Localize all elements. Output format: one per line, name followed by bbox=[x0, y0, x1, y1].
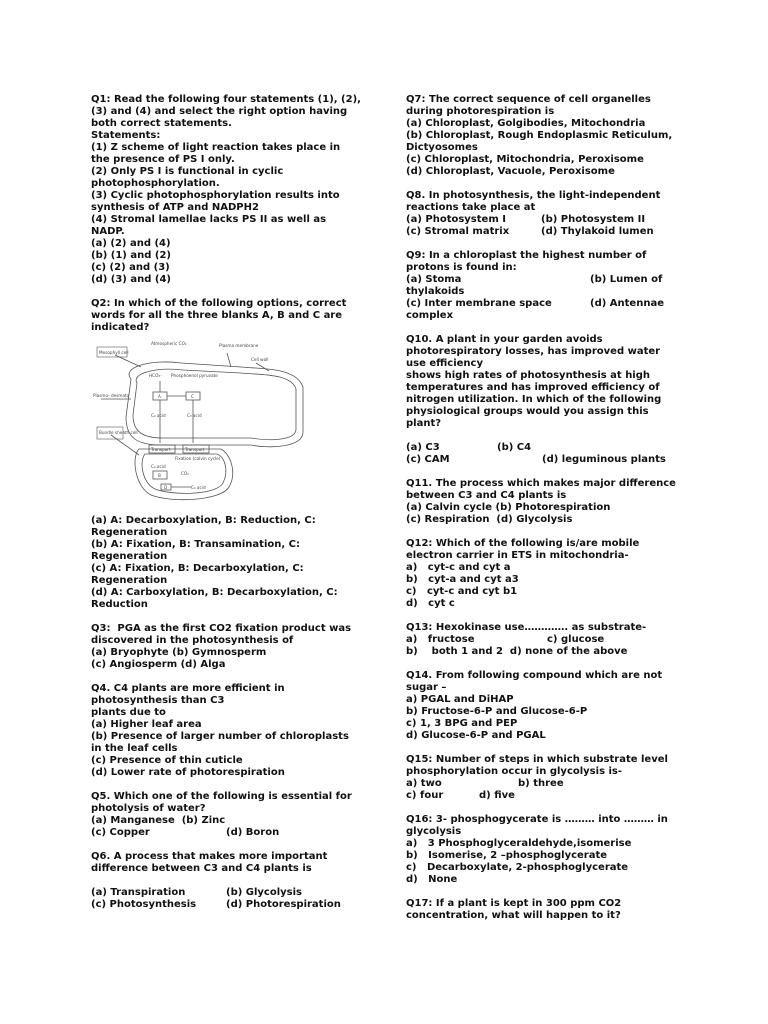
q8-option-d: (d) Thylakoid lumen bbox=[541, 226, 654, 237]
q9-line: protons is found in: bbox=[406, 262, 517, 273]
q4-option: (a) Higher leaf area bbox=[91, 719, 202, 730]
q9-option-c: (c) Inter membrane space bbox=[406, 298, 552, 309]
label-mesophyll: Mesophyll cell bbox=[99, 350, 129, 355]
question-5 bbox=[91, 791, 369, 839]
q1-line: (3) Cyclic photophosphorylation results into bbox=[91, 190, 340, 201]
q14-option: c) 1, 3 BPG and PEP bbox=[406, 718, 518, 729]
left-column bbox=[91, 94, 369, 923]
pointer-bundle bbox=[111, 435, 139, 455]
q2-option: (a) A: Decarboxylation, B: Reduction, C: bbox=[91, 515, 316, 526]
q16-line: Q16: 3- phosphogycerate is ……… into ……… in bbox=[406, 814, 668, 825]
q10-line: temperatures and has improved efficiency of bbox=[406, 382, 660, 393]
q14-line: Q14. From following compound which are not bbox=[406, 670, 663, 681]
label-plasmodesmata: Plasmo- desmata bbox=[93, 393, 130, 398]
label-c4-acid-mid: C₄ acid bbox=[151, 464, 166, 469]
q17-line: concentration, what will happen to it? bbox=[406, 910, 621, 921]
q1-line: both correct statements. bbox=[91, 118, 232, 129]
q6-option-row bbox=[91, 899, 369, 911]
q9-option-b: (b) Lumen of bbox=[590, 274, 663, 285]
question-8 bbox=[406, 190, 686, 238]
q8-option-c: (c) Stromal matrix bbox=[406, 226, 510, 237]
q6-option-b: (b) Glycolysis bbox=[226, 887, 303, 898]
q15-line: Q15: Number of steps in which substrate level bbox=[406, 754, 668, 765]
question-13 bbox=[406, 622, 686, 658]
q14-option: a) PGAL and DiHAP bbox=[406, 694, 514, 705]
question-14 bbox=[406, 670, 686, 742]
q7-option: (d) Chloroplast, Vacuole, Peroxisome bbox=[406, 166, 615, 177]
q12-option: b) cyt-a and cyt a3 bbox=[406, 574, 519, 585]
q13-option-a: a) fructose bbox=[406, 634, 475, 645]
q5-option-d: (d) Boron bbox=[226, 827, 280, 838]
q8-line: Q8. In photosynthesis, the light-independent bbox=[406, 190, 661, 201]
label-fixation: Fixation (calvin cycle) bbox=[175, 456, 221, 461]
q6-line: Q6. A process that makes more important bbox=[91, 851, 328, 862]
q10-line: Q10. A plant in your garden avoids bbox=[406, 334, 603, 345]
q4-option: in the leaf cells bbox=[91, 743, 178, 754]
diagram-svg bbox=[91, 337, 331, 509]
q1-option: (c) (2) and (3) bbox=[91, 262, 170, 273]
question-9 bbox=[406, 250, 686, 322]
q10-line: plant? bbox=[406, 418, 442, 429]
q8-option-b: (b) Photosystem II bbox=[541, 214, 646, 225]
q7-option: (c) Chloroplast, Mitochondria, Peroxisome bbox=[406, 154, 644, 165]
q10-line: photorespiratory losses, has improved water bbox=[406, 346, 661, 357]
label-d: D bbox=[164, 485, 168, 490]
q13-option-row bbox=[406, 634, 686, 646]
q7-option: (b) Chloroplast, Rough Endoplasmic Reticulum, bbox=[406, 130, 673, 141]
question-12 bbox=[406, 538, 686, 610]
label-c4-acid-bottom: C₄ acid bbox=[191, 485, 206, 490]
q1-line: Q1: Read the following four statements (1), (2), bbox=[91, 94, 361, 105]
label-co2: CO₂ bbox=[181, 471, 189, 476]
question-15 bbox=[406, 754, 686, 802]
q14-option: d) Glucose-6-P and PGAL bbox=[406, 730, 546, 741]
question-6 bbox=[91, 851, 369, 911]
label-atmospheric: Atmospheric CO₂ bbox=[151, 341, 187, 346]
question-11 bbox=[406, 478, 686, 526]
question-16 bbox=[406, 814, 686, 886]
q15-line: phosphorylation occur in glycolysis is- bbox=[406, 766, 623, 777]
q9-line: thylakoids bbox=[406, 286, 465, 297]
label-c: C bbox=[191, 394, 194, 399]
q14-line: sugar – bbox=[406, 682, 447, 693]
q2-option: (d) A: Carboxylation, B: Decarboxylation, C: bbox=[91, 587, 338, 598]
q12-option: a) cyt-c and cyt a bbox=[406, 562, 511, 573]
q16-option: a) 3 Phosphoglyceraldehyde,isomerise bbox=[406, 838, 632, 849]
q1-line: the presence of PS I only. bbox=[91, 154, 235, 165]
q10-option-a: (a) C3 bbox=[406, 442, 440, 453]
q1-line: (4) Stromal lamellae lacks PS II as well as bbox=[91, 214, 327, 225]
q17-line: Q17: If a plant is kept in 300 ppm CO2 bbox=[406, 898, 622, 909]
q12-line: electron carrier in ETS in mitochondria- bbox=[406, 550, 629, 561]
q2-option: (b) A: Fixation, B: Transamination, C: bbox=[91, 539, 300, 550]
q1-line: (3) and (4) and select the right option having bbox=[91, 106, 348, 117]
q16-line: glycolysis bbox=[406, 826, 462, 837]
question-1 bbox=[91, 94, 369, 286]
q10-line: shows high rates of photosynthesis at high bbox=[406, 370, 651, 381]
q10-option-d: (d) leguminous plants bbox=[542, 454, 666, 465]
q2-line: words for all the three blanks A, B and C are bbox=[91, 310, 343, 321]
question-3 bbox=[91, 623, 369, 671]
q2-option: (c) A: Fixation, B: Decarboxylation, C: bbox=[91, 563, 304, 574]
q1-option: (a) (2) and (4) bbox=[91, 238, 171, 249]
q2-option: Regeneration bbox=[91, 551, 168, 562]
q2-option: Reduction bbox=[91, 599, 148, 610]
label-transport-right: Transport bbox=[185, 447, 205, 452]
q8-option-a: (a) Photosystem I bbox=[406, 214, 506, 225]
q13-option-c: c) glucose bbox=[547, 634, 605, 645]
q7-option: Dictyosomes bbox=[406, 142, 478, 153]
q1-line: photophosphorylation. bbox=[91, 178, 220, 189]
mesophyll-membrane bbox=[133, 369, 296, 439]
q9-option-row bbox=[406, 274, 686, 286]
q5-line: photolysis of water? bbox=[91, 803, 206, 814]
q11-option: (a) Calvin cycle (b) Photorespiration bbox=[406, 502, 611, 513]
q10-line: physiological groups would you assign this bbox=[406, 406, 649, 417]
q12-line: Q12: Which of the following is/are mobile bbox=[406, 538, 640, 549]
label-b: B bbox=[158, 473, 161, 478]
q1-line: Statements: bbox=[91, 130, 161, 141]
pointer-plasma bbox=[227, 353, 231, 367]
q8-option-row bbox=[406, 226, 686, 238]
q7-line: Q7: The correct sequence of cell organelles bbox=[406, 94, 651, 105]
q10-option-c: (c) CAM bbox=[406, 454, 450, 465]
q5-line: Q5. Which one of the following is essential for bbox=[91, 791, 352, 802]
q15-option-c: c) four bbox=[406, 790, 444, 801]
q2-line: Q2: In which of the following options, correct bbox=[91, 298, 347, 309]
q6-option-row bbox=[91, 887, 369, 899]
q1-line: (2) Only PS I is functional in cyclic bbox=[91, 166, 284, 177]
q2-option: Regeneration bbox=[91, 575, 168, 586]
label-transport-left: Transport bbox=[151, 447, 171, 452]
right-column bbox=[406, 94, 686, 934]
q12-option: d) cyt c bbox=[406, 598, 455, 609]
q16-option: b) Isomerise, 2 –phosphoglycerate bbox=[406, 850, 608, 861]
q2-line: indicated? bbox=[91, 322, 150, 333]
q15-option-d: d) five bbox=[479, 790, 515, 801]
label-c3-acid: C₃ acid bbox=[187, 413, 202, 418]
label-plasma-membrane: Plasma membrane bbox=[219, 343, 259, 348]
q5-option: (a) Manganese (b) Zinc bbox=[91, 815, 226, 826]
q4-option: (d) Lower rate of photorespiration bbox=[91, 767, 285, 778]
q15-option-row bbox=[406, 778, 686, 790]
q6-option-d: (d) Photorespiration bbox=[226, 899, 341, 910]
q9-option-a: (a) Stoma bbox=[406, 274, 462, 285]
q15-option-row bbox=[406, 790, 686, 802]
question-2 bbox=[91, 298, 369, 611]
label-hco3: HCO₃⁻ bbox=[149, 373, 163, 378]
question-7 bbox=[406, 94, 686, 178]
q1-option: (b) (1) and (2) bbox=[91, 250, 171, 261]
q15-option-b: b) three bbox=[518, 778, 564, 789]
q11-option: (c) Respiration (d) Glycolysis bbox=[406, 514, 573, 525]
q4-line: photosynthesis than C3 bbox=[91, 695, 225, 706]
q11-line: between C3 and C4 plants is bbox=[406, 490, 567, 501]
q3-line: discovered in the photosynthesis of bbox=[91, 635, 294, 646]
q10-option-b: (b) C4 bbox=[497, 442, 532, 453]
q7-line: during photorespiration is bbox=[406, 106, 555, 117]
question-4 bbox=[91, 683, 369, 779]
q8-line: reactions take place at bbox=[406, 202, 536, 213]
q4-line: Q4. C4 plants are more efficient in bbox=[91, 683, 285, 694]
q10-option-row bbox=[406, 442, 686, 454]
q1-line: synthesis of ATP and NADPH2 bbox=[91, 202, 259, 213]
q9-option-row bbox=[406, 298, 686, 310]
q15-option-a: a) two bbox=[406, 778, 442, 789]
q1-option: (d) (3) and (4) bbox=[91, 274, 171, 285]
q4-option: (c) Presence of thin cuticle bbox=[91, 755, 243, 766]
q4-line: plants due to bbox=[91, 707, 166, 718]
q7-option: (a) Chloroplast, Golgibodies, Mitochondria bbox=[406, 118, 646, 129]
q6-line: difference between C3 and C4 plants is bbox=[91, 863, 312, 874]
label-bundle-sheath: Bundle sheath cell bbox=[99, 430, 138, 435]
q12-option: c) cyt-c and cyt b1 bbox=[406, 586, 518, 597]
q6-option-c: (c) Photosynthesis bbox=[91, 899, 197, 910]
q3-option: (c) Angiosperm (d) Alga bbox=[91, 659, 226, 670]
q9-line: complex bbox=[406, 310, 454, 321]
q11-line: Q11. The process which makes major difference bbox=[406, 478, 676, 489]
q5-option-row bbox=[91, 827, 369, 839]
q2-option: Regeneration bbox=[91, 527, 168, 538]
pointer-cellwall bbox=[256, 363, 269, 371]
q6-option-a: (a) Transpiration bbox=[91, 887, 186, 898]
q13-option: b) both 1 and 2 d) none of the above bbox=[406, 646, 628, 657]
q3-line: Q3: PGA as the first CO2 fixation product was bbox=[91, 623, 352, 634]
q14-option: b) Fructose-6-P and Glucose-6-P bbox=[406, 706, 588, 717]
q9-option-d: (d) Antennae bbox=[590, 298, 664, 309]
question-10 bbox=[406, 334, 686, 466]
label-a: A bbox=[158, 394, 161, 399]
c4-pathway-diagram bbox=[91, 337, 331, 509]
label-phosphoenol: Phosphoenol pyruvate bbox=[171, 373, 218, 378]
q3-option: (a) Bryophyte (b) Gymnosperm bbox=[91, 647, 267, 658]
question-17 bbox=[406, 898, 686, 922]
q1-line: (1) Z scheme of light reaction takes place in bbox=[91, 142, 341, 153]
q10-line: use efficiency bbox=[406, 358, 483, 369]
q16-option: c) Decarboxylate, 2-phosphoglycerate bbox=[406, 862, 629, 873]
label-c4-acid-left: C₄ acid bbox=[151, 413, 166, 418]
q1-line: NADP. bbox=[91, 226, 125, 237]
q16-option: d) None bbox=[406, 874, 458, 885]
q5-option-c: (c) Copper bbox=[91, 827, 150, 838]
q9-line: Q9: In a chloroplast the highest number of bbox=[406, 250, 647, 261]
q10-option-row bbox=[406, 454, 686, 466]
label-cell-wall: Cell wall bbox=[251, 357, 269, 362]
q10-line: nitrogen utilization. In which of the following bbox=[406, 394, 662, 405]
q13-line: Q13: Hexokinase use…………. as substrate- bbox=[406, 622, 647, 633]
q4-option: (b) Presence of larger number of chloroplasts bbox=[91, 731, 349, 742]
q8-option-row bbox=[406, 214, 686, 226]
